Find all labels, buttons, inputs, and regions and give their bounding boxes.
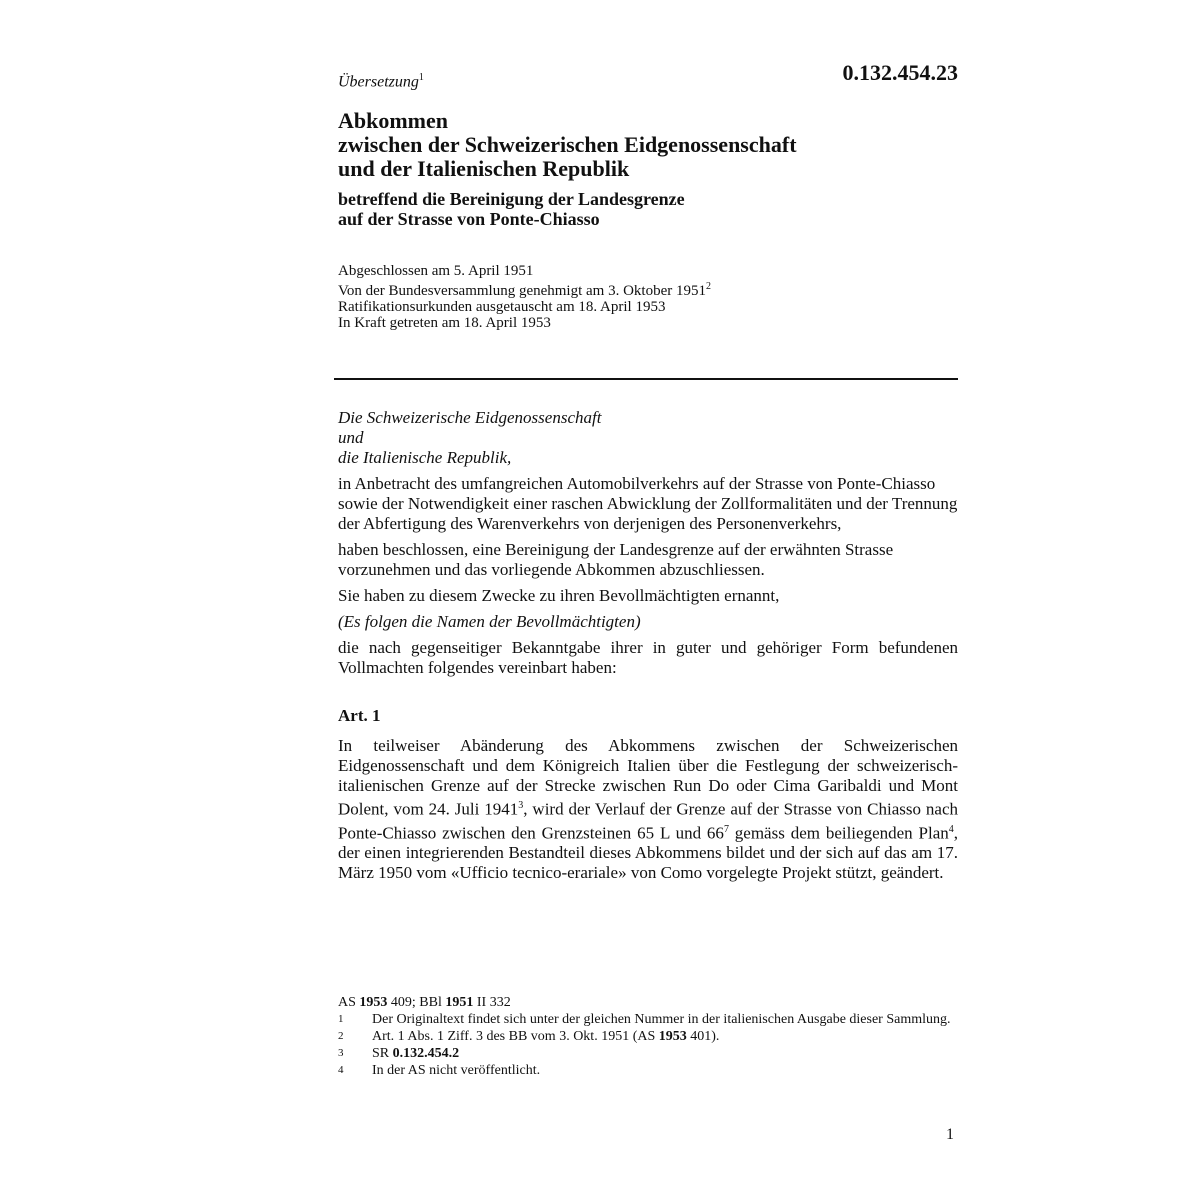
- footnote: 4 In der AS nicht veröffentlicht.: [338, 1063, 541, 1078]
- footnote: 1 Der Originaltext findet sich unter der gleichen Nummer in der italienischen Ausgabe dieser Sammlung.: [338, 1012, 951, 1027]
- page-number: 1: [946, 1126, 954, 1143]
- preamble-paragraph: haben beschlossen, eine Bereinigung der Landesgrenze auf der erwähnten Strasse vorzunehmen und das vorliegende Abkommen abzuschliessen.: [338, 540, 894, 579]
- document-subtitle: betreffend die Bereinigung der Landesgrenze auf der Strasse von Ponte-Chiasso: [338, 189, 685, 230]
- footnote-ref-7[interactable]: 7: [723, 823, 729, 835]
- preamble-paragraph: in Anbetracht des umfangreichen Automobilverkehrs auf der Strasse von Ponte-Chiasso sowie der Notwendigkeit einer raschen Abwicklung der Zollformalitäten und der Trennung der Abfertigung des Warenverkehrs von derjenigen des Personenverkehrs,: [338, 474, 958, 533]
- document-metadata: Abgeschlossen am 5. April 1951 Von der Bundesversammlung genehmigt am 3. Oktober 1951$^2$ Ratifikationsurkunden ausgetauscht am 18. April 1953 In Kraft getreten am 18. April 1953: [338, 263, 711, 332]
- sr-number: 0.132.454.23: [842, 60, 958, 85]
- footnote-ref-1[interactable]: 1: [418, 72, 424, 83]
- footnote-ref-2[interactable]: 2: [706, 281, 711, 293]
- article-1-heading: Art. 1: [338, 706, 381, 725]
- footnotes: [338, 995, 958, 1078]
- plenipotentiaries-note: (Es folgen die Namen der Bevollmächtigten): [338, 612, 641, 631]
- preamble: [338, 408, 958, 883]
- footnote-ref-4[interactable]: 4: [948, 823, 954, 835]
- document-title: Abkommen zwischen der Schweizerischen Eidgenossenschaft und der Italienischen Republik: [338, 108, 797, 182]
- document-header: [338, 58, 958, 331]
- translation-label: Übersetzung$^1$: [338, 72, 424, 91]
- contracting-parties: Die Schweizerische Eidgenossenschaft und die Italienische Republik,: [338, 408, 602, 467]
- footnote: 2 Art. 1 Abs. 1 Ziff. 3 des BB vom 3. Okt. 1951 (AS 1953 401).: [338, 1029, 720, 1044]
- source-reference: AS 1953 409; BBl 1951 II 332: [338, 995, 511, 1010]
- article-1-body: In teilweiser Abänderung des Abkommens zwischen der Schweizerischen Eidgenossenschaft und dem Königreich Italien über die Festlegung der schweizerisch-italienischen Grenze auf der Strecke zwischen Run Do oder Cima Garibaldi und Mont Dolent, vom 24. Juli 1941$^3$, wird der Verlauf der Grenze auf der Strasse von Chiasso nach Ponte-Chiasso zwischen den Grenzsteinen 65 L und $66^7$ gemäss dem beiliegenden Plan$^4$, der einen integrierenden Bestandteil dieses Abkommens bildet und der sich auf das am 17. März 1950 vom «Ufficio tecnico-erariale» von Como vorgelegte Projekt stützt, geändert.: [338, 736, 959, 883]
- preamble-paragraph: die nach gegenseitiger Bekanntgabe ihrer in guter und gehöriger Form befundenen Vollmachten folgendes vereinbart haben:: [338, 638, 958, 677]
- horizontal-rule: [334, 378, 958, 380]
- footnote: 3 SR 0.132.454.2: [338, 1046, 460, 1061]
- footnote-ref-3[interactable]: 3: [518, 800, 524, 811]
- preamble-paragraph: Sie haben zu diesem Zwecke zu ihren Bevollmächtigten ernannt,: [338, 586, 780, 605]
